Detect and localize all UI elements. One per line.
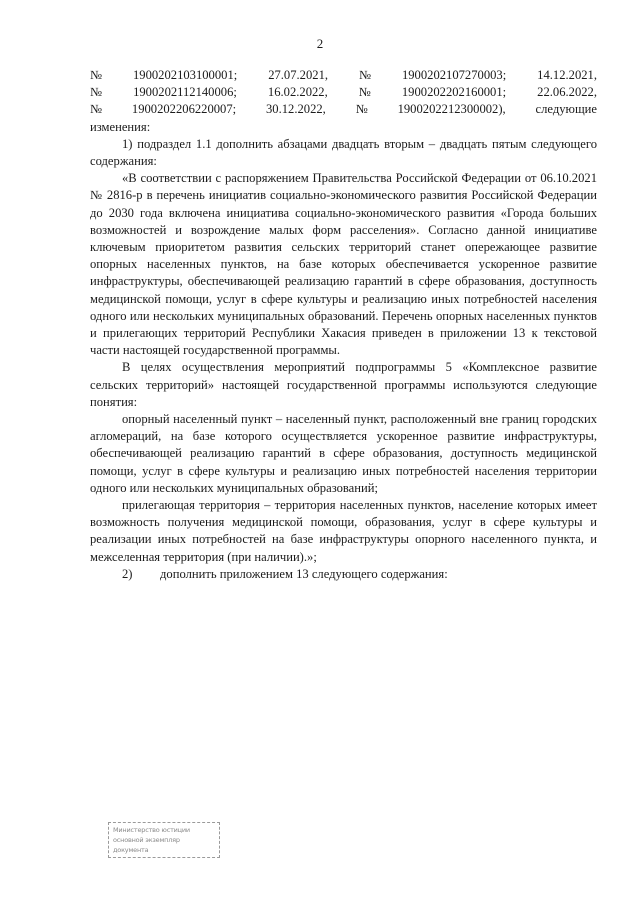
registry-number: 1900202107270003; bbox=[401, 68, 507, 82]
item-text: дополнить приложением 13 следующего содержания: bbox=[160, 566, 448, 581]
amendment-item-1: 1) подраздел 1.1 дополнить абзацами двадцать вторым – двадцать пятым следующего содержания: bbox=[90, 136, 597, 168]
registry-number: 1900202103100001; bbox=[132, 68, 238, 82]
definition-paragraph: прилегающая территория – территория населенных пунктов, население которых имеет возможность получения медицинской помощи, образования, услуг в сфере культуры и реализации иных потребностей на базе инфраструктуры опорного населенного пункта, и межселенная территория (при наличии).»; bbox=[90, 498, 597, 564]
registry-row bbox=[90, 84, 597, 101]
quoted-paragraph: «В соответствии с распоряжением Правительства Российской Федерации от 06.10.2021 № 2816-р в перечень инициатив социально-экономического развития Российской Федерации до 2030 года включена инициатива социально-экономического развития «Города больших возможностей и возрождение малых форм расселения». Согласно данной инициативе ключевым приоритетом развития сельских территорий станет опережающее развитие опорных населенных пунктов, на базе которых обеспечивается ускоренное развитие инфраструктуры, обеспечивающей реализацию гарантий в сфере образования, доступность медицинской помощи, услуг в сфере культуры и реализацию иных потребностей населения одного или нескольких муниципальных образований. Перечень опорных населенных пунктов и прилегающих территорий Республики Хакасия приведен в приложении 13 к текстовой части настоящей государственной программы. bbox=[90, 171, 597, 358]
registry-date: 14.12.2021, bbox=[537, 68, 597, 82]
amendment-item-2 bbox=[90, 566, 597, 583]
registry-date: 27.07.2021, bbox=[268, 68, 329, 82]
document-body bbox=[90, 67, 597, 583]
registry-row bbox=[90, 67, 597, 84]
number-sign: № bbox=[90, 68, 103, 82]
stamp-line: основной экземпляр bbox=[113, 836, 180, 844]
registry-date: 16.02.2022, bbox=[267, 85, 328, 100]
page-number: 2 bbox=[316, 36, 324, 51]
registry-number: 1900202112140006; bbox=[133, 85, 237, 100]
quoted-paragraph: В целях осуществления мероприятий подпрограммы 5 «Комплексное развитие сельских территорий» настоящей государственной программы используются следующие понятия: bbox=[90, 360, 597, 409]
registry-date: 30.12.2022, bbox=[266, 102, 326, 117]
number-sign: № bbox=[90, 102, 103, 117]
intro-end: изменения: bbox=[90, 119, 151, 134]
item-marker: 2) bbox=[122, 566, 133, 581]
number-sign: № bbox=[358, 68, 371, 82]
registry-tail: следующие bbox=[535, 102, 597, 117]
number-sign: № bbox=[358, 85, 371, 100]
number-sign: № bbox=[90, 85, 103, 100]
number-sign: № bbox=[355, 102, 368, 117]
registry-date: 22.06.2022, bbox=[537, 85, 597, 100]
definition-paragraph: опорный населенный пункт – населенный пункт, расположенный вне границ городских агломераций, на базе которого осуществляется ускоренное развитие инфраструктуры, обеспечивающей реализацию гарантий в сфере образования, доступность медицинской помощи, услуг в сфере культуры и реализацию иных потребностей населения территории одного или нескольких муниципальных образований; bbox=[90, 412, 597, 495]
registry-number: 1900202206220007; bbox=[131, 102, 237, 117]
registry-number: 1900202212300002), bbox=[397, 102, 506, 117]
registry-row bbox=[90, 101, 597, 118]
stamp-line: документа bbox=[113, 846, 149, 854]
registry-number: 1900202202160001; bbox=[401, 85, 507, 100]
stamp-line: Министерство юстиции bbox=[113, 826, 190, 834]
registration-stamp bbox=[108, 822, 220, 858]
